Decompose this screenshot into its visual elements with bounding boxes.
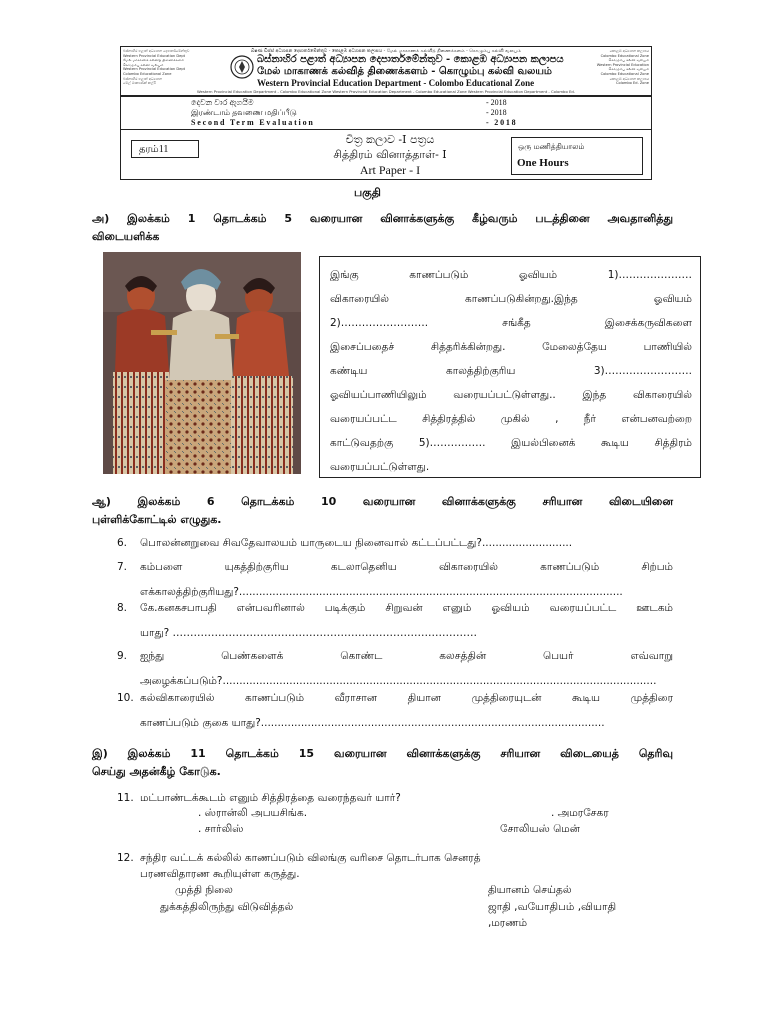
q12-option-d[interactable]: ஜாதி ,வயோதிபம் ,வியாதி <box>488 901 617 913</box>
q11-option-a[interactable]: . ஸ்ரான்லி அபயசிங்க. <box>198 807 308 819</box>
part-c-heading <box>92 745 673 781</box>
left-line: බස්නාහිර පළාත් අධ්‍යාපන දෙපාර්තමේන්තුව <box>123 49 190 53</box>
left-line: බස්නාහිර පළාත් අධ්‍යාපන <box>123 76 163 81</box>
q12-option-b[interactable]: தியானம் செய்தல் <box>488 884 572 896</box>
part-a-heading-line: அ) இலக்கம் 1 தொடக்கம் 5 வரையான வினாக்களுக்கு கீழ்வரும் படத்தினை அவதானித்து <box>92 212 673 225</box>
question-answer-line: யாது? …………………………………………………………………………… <box>140 627 478 639</box>
question-text: கே.கனகசபாபதி என்பவரினால் படிக்கும் சிறுவன் எனும் ஓவியம் வரையப்பட்ட ஊடகம் <box>140 602 673 614</box>
question-text: பொலன்னறுவை சிவதேவாலயம் யாருடைய நினைவால் கட்டப்பட்டது?........................... <box>140 537 573 549</box>
question-10 <box>117 686 673 736</box>
question-8 <box>117 596 673 646</box>
right-line: Colombo Ed. Zone <box>615 81 649 86</box>
q11-option-d[interactable]: சோலியஸ் மென் <box>500 823 580 835</box>
right-line: Colombo Educational Zone <box>600 53 649 58</box>
question-text: ஐந்து பெண்களைக் கொண்ட கலசத்தின் பெயர் எவ்வாறு <box>140 650 673 662</box>
left-line: මේල් මාකාණක් කල්වි <box>123 81 157 86</box>
q11-option-c[interactable]: . சார்லிஸ் <box>198 823 244 835</box>
question-answer-line: எக்காலத்திற்குரியது?................................................................................................................... <box>140 586 623 598</box>
section-title: பகுதி <box>354 186 381 199</box>
evaluation-label: இரண்டாம் தவணை மதிப்பீடு <box>191 108 297 117</box>
question-number: 9. <box>117 650 128 662</box>
passage-line: இங்கு காணப்படும் ஓவியம் 1)………………… <box>330 269 692 281</box>
question-number: 8. <box>117 602 128 614</box>
part-c-heading-line: செய்து அதன்கீழ் கோடுக. <box>92 765 221 778</box>
passage-line: காட்டுவதற்கு 5)……………. இயல்பினைக் கூடிய சித்திரம் <box>330 437 692 449</box>
part-a-heading <box>92 210 673 246</box>
evaluation-box <box>121 96 651 130</box>
banner-bottom-strip: Western Provincial Education Department - Colombo Educational Zone Western Provincial Education Department - Colombo Educational Zone Western Provincial Education Department - Colombo Ed. <box>196 89 576 94</box>
grade-box: தரம்11 <box>131 140 199 158</box>
question-text: பரணவிதாரண கூறியுள்ள கருத்து. <box>140 868 300 880</box>
question-number: 7. <box>117 561 128 573</box>
right-line: Western Provincial Education <box>596 62 649 67</box>
question-text: மட்பாண்டக்கூடம் எனும் சித்திரத்தை வரைந்தவர் யார்? <box>140 792 401 804</box>
question-text: சந்திர வட்டக் கல்லில் காணப்படும் விலங்கு வரிசை தொடர்பாக செனரத் <box>140 852 481 864</box>
q11-option-b[interactable]: . அமரசேகர <box>551 807 609 819</box>
part-b-heading-line: புள்ளிக்கோட்டில் எழுதுக. <box>92 513 222 526</box>
part-b-heading <box>92 493 673 529</box>
q12-option-d-continued: ,மரணம் <box>488 917 528 929</box>
left-line: கொழும்பு கல்வி வலயம் <box>123 62 164 67</box>
duration-english: One Hours <box>517 157 569 169</box>
question-number: 11. <box>117 792 134 804</box>
subject-sinhala: චිත්‍ර කලාව -I පත්‍රය <box>345 133 435 146</box>
question-answer-line: அழைக்கப்படும்?.................................................................................................................................. <box>140 675 657 687</box>
department-name-tamil: மேல் மாகாணக் கல்வித் திணைக்களம் - கொழும்பு கல்வி வலயம் <box>257 66 552 77</box>
right-line: කොළඹ අධ්‍යාපන කලාපය <box>609 76 649 81</box>
evaluation-year: - 2018 <box>486 118 518 127</box>
subject-english: Art Paper - I <box>359 163 421 177</box>
passage-line: இசைப்பதைச் சித்தரிக்கின்றது. மேலைத்தேய பாணியில் <box>330 341 692 353</box>
passage-box <box>319 256 701 478</box>
part-b-heading-line: ஆ) இலக்கம் 6 தொடக்கம் 10 வரையான வினாக்களுக்கு சரியான விடையினை <box>92 495 673 508</box>
duration-tamil: ஒரு மணித்தியாலம் <box>518 142 585 151</box>
question-number: 12. <box>117 852 134 864</box>
question-answer-line: காணப்படும் குகை யாது?....................................................................................................... <box>140 717 605 729</box>
duration-box <box>511 137 643 175</box>
left-line: Western Provincial Education Dept <box>123 53 186 58</box>
right-line: கொழும்பு கல்வி வலயம் <box>608 58 649 63</box>
banner-left-lines <box>123 49 227 86</box>
right-line: Colombo Educational Zone <box>600 71 649 76</box>
evaluation-year: - 2018 <box>486 108 507 117</box>
evaluation-label: Second Term Evaluation <box>191 118 315 127</box>
question-text: கல்விகாரையில் காணப்படும் வீராசான தியான முத்திரையுடன் கூடிய முத்திரை <box>140 692 673 704</box>
left-line: Western Provincial Education Dept <box>123 67 186 72</box>
department-crest-icon <box>230 55 254 79</box>
passage-line: 2)……………………. சங்கீத இசைக்கருவிகளை <box>330 317 692 329</box>
question-text: கம்பளை யுகத்திற்குரிய கடலாதெனிய விகாரையில் காணப்படும் சிற்பம் <box>140 561 673 573</box>
passage-line: விகாரையில் காணப்படுகின்றது.இந்த ஓவியம் <box>330 293 692 305</box>
part-a-heading-line: விடையளிக்க <box>92 230 160 243</box>
passage-line: கண்டிய காலத்திற்குரிய 3)……………………. <box>330 365 692 377</box>
part-c-heading-line: இ) இலக்கம் 11 தொடக்கம் 15 வரையான வினாக்களுக்கு சரியான விடையைத் தெரிவு <box>92 747 673 760</box>
department-name-sinhala: බස්නාහිර පළාත් අධ්‍යාපන දෙපාර්තමේන්තුව - කොළඹ අධ්‍යාපන කලාපය <box>257 54 564 65</box>
subject-tamil: சித்திரம் வினாத்தாள்- I <box>333 148 447 161</box>
evaluation-label: දෙවන වාර ඇගයීම <box>191 98 254 107</box>
left-line: Colombo Educational Zone <box>123 71 172 76</box>
left-line: மேல் மாகாணக் கல்வித் திணைக்களம் <box>123 58 185 63</box>
right-line: கொழும்பு கல்வி வலயம் <box>608 67 649 72</box>
passage-line: ஓவியப்பாணியிலும் வரையப்பட்டுள்ளது.. இந்த விகாரையில் <box>330 389 692 401</box>
passage-line: வரையப்பட்டுள்ளது. <box>330 461 430 473</box>
q12-option-c[interactable]: துக்கத்திலிருந்து விடுவித்தல் <box>160 901 294 913</box>
question-number: 10. <box>117 692 134 704</box>
department-name-english: Western Provincial Education Department - Colombo Educational Zone <box>257 78 535 88</box>
temple-fresco-painting <box>103 252 301 474</box>
right-line: කොළඹ අධ්‍යාපන කලාපය <box>609 49 649 53</box>
banner-title-strip: ඛ්ෂණ ඩිස්ස් අධ්‍යාපන දෙපාර්තමේන්තුව - කොළඹ අධ්‍යාපන කලාපය - மேல் மாகாணக் கல்வித் திணைக்களம் - கொழும்பு கல்வி வலயம் <box>251 49 521 54</box>
evaluation-year: - 2018 <box>486 98 507 107</box>
q12-option-a[interactable]: முத்தி நிலை <box>175 884 233 896</box>
question-6 <box>117 531 673 556</box>
question-number: 6. <box>117 537 128 549</box>
passage-line: வரையப்பட்ட சித்திரத்தில் முகில் , நீர் என்பனவற்றை <box>330 413 692 425</box>
